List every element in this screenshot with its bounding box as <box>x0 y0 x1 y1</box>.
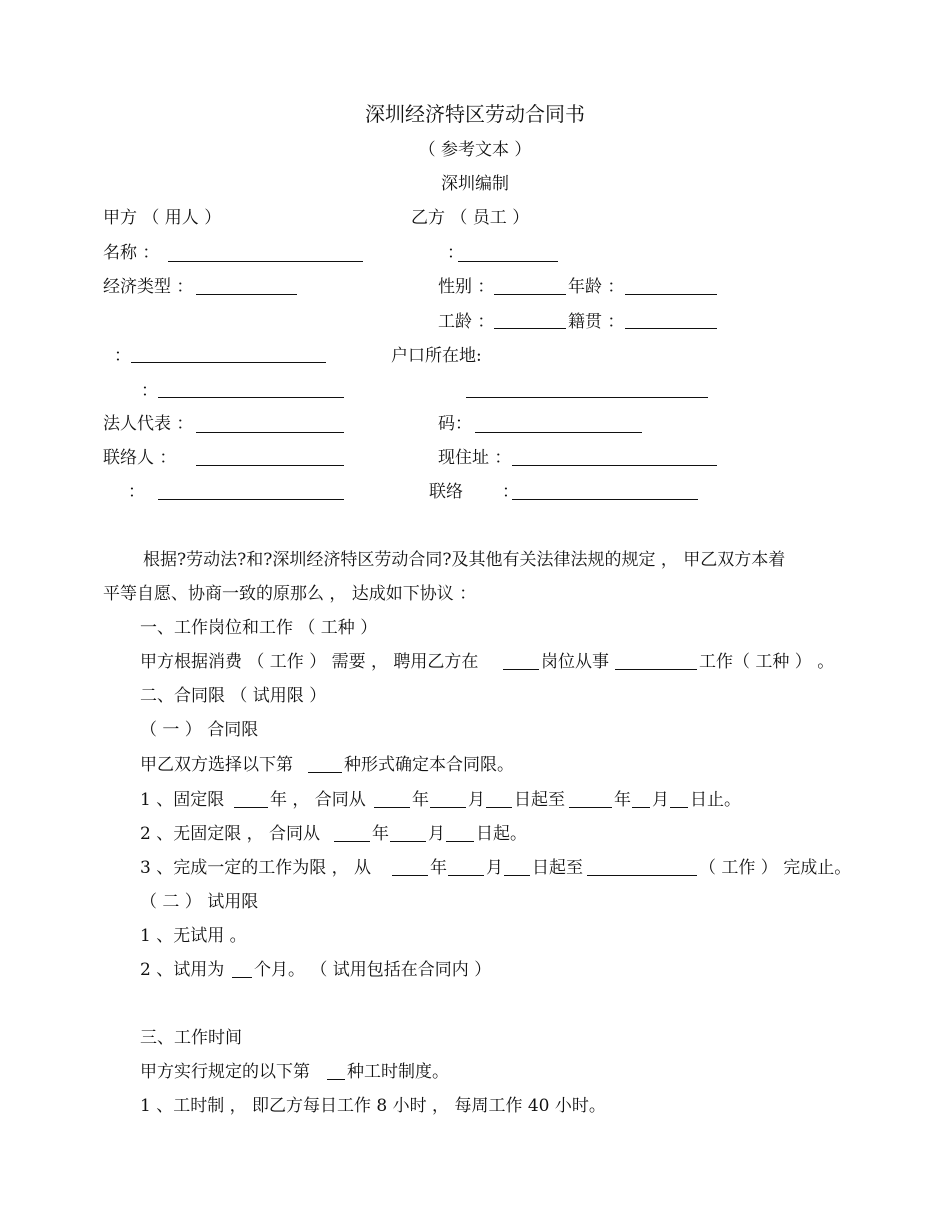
intro-line-1: 根据?劳动法?和?深圳经济特区劳动合同?及其他有关法律法规的规定 ， 甲乙双方本着 <box>143 550 786 570</box>
item-2-c: 月 <box>428 824 445 844</box>
item-1-start-day-field[interactable] <box>486 807 512 808</box>
item-2-d: 日起。 <box>476 824 527 844</box>
section-2-title: 二、合同限 （ 试用限 ） <box>140 686 327 706</box>
s1-text-c: 工作（ 工种 ） 。 <box>699 652 835 672</box>
section-3-title: 三、工作时间 <box>140 1028 242 1048</box>
party-a-colon-4: ： <box>141 381 158 401</box>
party-b-label: 乙方 （ 员工 ） <box>411 208 530 228</box>
item-1-end-year-field[interactable] <box>569 807 612 808</box>
liaison-label: 联络 <box>429 482 463 502</box>
item-1-c: 年 <box>412 790 429 810</box>
item-3-d: 日起至 <box>532 858 583 878</box>
party-a-field-3[interactable] <box>131 362 326 363</box>
item-3-month-field[interactable] <box>448 875 484 876</box>
section-2-2-title: （ 二 ） 试用限 <box>140 892 259 912</box>
party-b-colon-1: ： <box>447 243 464 263</box>
item-1-end-day-field[interactable] <box>670 807 688 808</box>
item-1-d: 月 <box>468 790 485 810</box>
intro-line-2: 平等自愿、协商一致的原那么 ， 达成如下协议 ： <box>103 584 477 604</box>
item-3-year-field[interactable] <box>392 875 428 876</box>
item-2-day-field[interactable] <box>446 841 474 842</box>
name-label: 名称 ： <box>103 243 160 263</box>
trial-item-2-a: 2 、试用为 <box>140 960 225 980</box>
item-2-b: 年 <box>372 824 389 844</box>
work-age-label: 工龄 ： <box>438 312 495 332</box>
item-2-month-field[interactable] <box>390 841 426 842</box>
item-3-c: 月 <box>486 858 503 878</box>
party-a-field-4[interactable] <box>158 397 344 398</box>
party-a-field-6[interactable] <box>158 499 344 500</box>
code-field[interactable] <box>475 432 642 433</box>
name-field[interactable] <box>168 261 363 262</box>
econ-type-field[interactable] <box>196 294 297 295</box>
item-1-e: 日起至 <box>514 790 565 810</box>
item-2-a: 2 、无固定限 ， 合同从 <box>140 824 321 844</box>
contact-field[interactable] <box>196 465 344 466</box>
trial-item-2-b: 个月。 （ 试用包括在合同内 ） <box>254 960 492 980</box>
item-3-day-field[interactable] <box>504 875 530 876</box>
legal-rep-label: 法人代表 ： <box>103 414 194 434</box>
s1-text-b: 岗位从事 <box>541 652 609 672</box>
address-label: 现住址 ： <box>438 448 512 468</box>
item-1-b: 年 ， 合同从 <box>270 790 366 810</box>
s2-1-text-b: 种形式确定本合同限。 <box>344 755 514 775</box>
item-3-b: 年 <box>430 858 447 878</box>
item-3-a: 3 、完成一定的工作为限 ， 从 <box>140 858 372 878</box>
document-issuer: 深圳编制 <box>441 174 509 194</box>
gender-label: 性别 ： <box>438 277 495 297</box>
econ-type-label: 经济类型 ： <box>103 277 194 297</box>
party-a-colon-6: ： <box>128 482 145 502</box>
item-2-year-field[interactable] <box>334 841 370 842</box>
hukou-label: 户口所在地: <box>391 346 482 366</box>
item-1-a: 1 、固定限 <box>140 790 225 810</box>
position-field[interactable] <box>503 669 539 670</box>
s3-item-1: 1 、工时制 ， 即乙方每日工作 8 小时 ， 每周工作 40 小时。 <box>140 1096 606 1116</box>
address-field[interactable] <box>512 465 717 466</box>
document-subtitle: （ 参考文本 ） <box>418 140 532 160</box>
s2-1-text-a: 甲乙双方选择以下第 <box>140 755 293 775</box>
trial-months-field[interactable] <box>232 977 252 978</box>
section-1-title: 一、工作岗位和工作 （ 工种 ） <box>140 618 378 638</box>
s1-text-a: 甲方根据消费 （ 工作 ） 需要 ， 聘用乙方在 <box>140 652 479 672</box>
item-1-g: 月 <box>652 790 669 810</box>
item-3-e: （ 工作 ） 完成止。 <box>699 858 852 878</box>
age-field[interactable] <box>625 294 717 295</box>
section-2-1-title: （ 一 ） 合同限 <box>140 720 259 740</box>
contact-label: 联络人 ： <box>103 448 177 468</box>
hukou-field[interactable] <box>466 397 708 398</box>
work-age-field[interactable] <box>494 328 566 329</box>
work-hour-choice-field[interactable] <box>327 1079 345 1080</box>
item-1-start-month-field[interactable] <box>430 807 466 808</box>
native-label: 籍贯 ： <box>568 312 625 332</box>
age-label: 年龄 ： <box>568 277 625 297</box>
party-a-label: 甲方 （ 用人 ） <box>103 208 222 228</box>
s3-text-b: 种工时制度。 <box>347 1062 449 1082</box>
liaison-field[interactable] <box>512 499 698 500</box>
item-1-years-field[interactable] <box>234 807 268 808</box>
s3-text-a: 甲方实行规定的以下第 <box>140 1062 310 1082</box>
legal-rep-field[interactable] <box>196 432 344 433</box>
item-1-end-month-field[interactable] <box>632 807 650 808</box>
code-label: 码： <box>438 414 472 434</box>
party-b-field-1[interactable] <box>458 261 558 262</box>
item-3-work-field[interactable] <box>587 875 697 876</box>
job-field[interactable] <box>615 669 697 670</box>
liaison-colon: ： <box>502 482 519 502</box>
party-a-colon-3: ： <box>114 346 131 366</box>
document-title: 深圳经济特区劳动合同书 <box>365 102 585 126</box>
item-1-h: 日止。 <box>690 790 741 810</box>
form-choice-field[interactable] <box>308 772 342 773</box>
item-1-f: 年 <box>614 790 631 810</box>
trial-item-1: 1 、无试用 。 <box>140 926 247 946</box>
item-1-start-year-field[interactable] <box>374 807 410 808</box>
native-field[interactable] <box>625 328 717 329</box>
gender-field[interactable] <box>494 294 566 295</box>
